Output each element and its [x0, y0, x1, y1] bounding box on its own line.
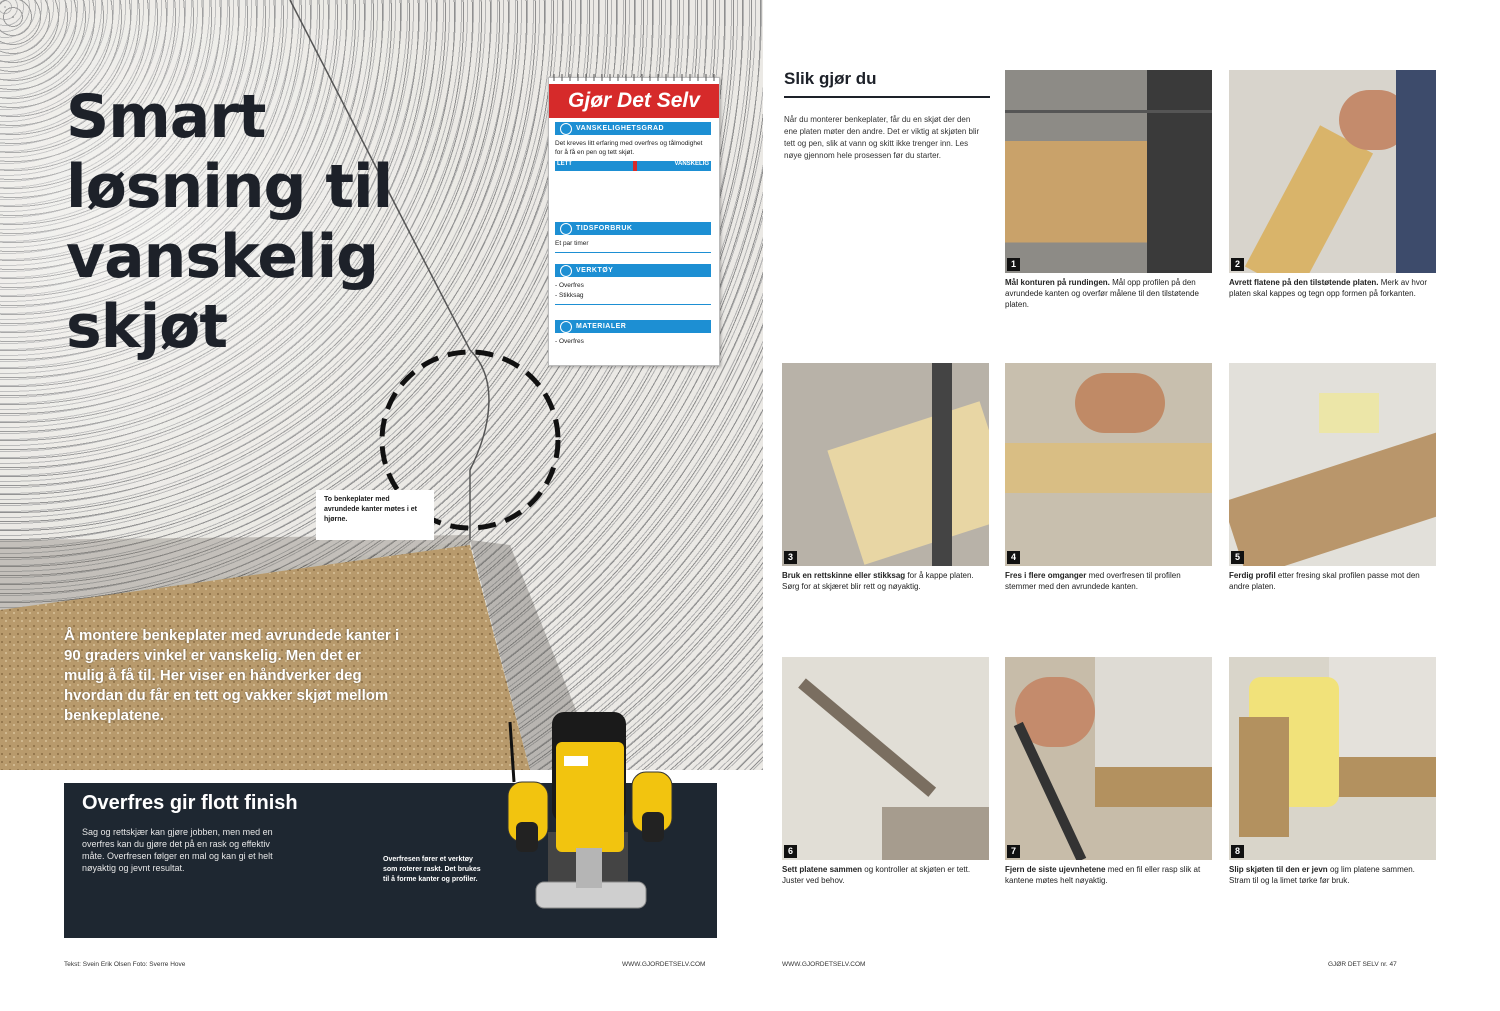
step-number: 2	[1231, 258, 1244, 271]
divider	[784, 96, 990, 98]
gauge-icon	[560, 123, 572, 135]
photo-callout: To benkeplater med avrundede kanter møtes i et hjørne.	[316, 490, 434, 540]
step-photo	[1005, 70, 1212, 273]
footer-url: WWW.GJORDETSELV.COM	[782, 961, 866, 968]
step-caption: Mål konturen på rundingen. Mål opp profilen på den avrundede kanten og overfør målene til den tilstøtende platen.	[1005, 278, 1199, 309]
title-line: Smart	[66, 82, 266, 152]
spiral-binding	[548, 72, 718, 82]
step-caption: Bruk en rettskinne eller stikksag for å kappe platen. Sørg for at skjæret blir rett og nøyaktig.	[782, 571, 974, 591]
time-section	[555, 222, 711, 253]
clock-icon	[560, 223, 572, 235]
intro-text: Å montere benkeplater med avrundede kanter i 90 graders vinkel er vanskelig. Men det er mulig å få til.	[64, 627, 400, 684]
step-caption: Ferdig profil etter fresing skal profilen passe mot den andre platen.	[1229, 571, 1420, 591]
step-number: 4	[1007, 551, 1020, 564]
howto-text: Når du monterer benkeplater, får du en skjøt der den ene platen møter den andre. Det er viktig at skjøten blir tett og pen, slik at vann og skitt ikke trenger inn. Les nøye gjennom hele prosessen før du starter.	[784, 115, 980, 160]
step-number: 1	[1007, 258, 1020, 271]
step-caption: Sett platene sammen og kontroller at skjøten er tett. Juster ved behov.	[782, 865, 971, 885]
scale-left-label: LETT	[555, 161, 633, 171]
step-photo	[1229, 657, 1436, 860]
difficulty-scale	[555, 161, 711, 171]
step-caption: Slip skjøten til den er jevn og lim platene sammen. Stram til og la limet tørke før bruk.	[1229, 865, 1415, 885]
tool-icon	[560, 265, 572, 277]
intro-highlight: Her viser en håndverker deg hvordan du får en tett og vakker skjøt mellom benkeplatene.	[64, 667, 389, 724]
step-number: 6	[784, 845, 797, 858]
step-number: 3	[784, 551, 797, 564]
step-photo	[782, 657, 989, 860]
step-photo	[1005, 657, 1212, 860]
section-label: VANSKELIGHETSGRAD	[576, 125, 665, 132]
footer-page: GJØR DET SELV nr. 47	[1328, 961, 1397, 968]
step-caption: Fjern de siste ujevnhetene med en fil eller rasp slik at kantene møtes helt nøyaktig.	[1005, 865, 1201, 885]
materials-section	[555, 320, 711, 346]
step-number: 8	[1231, 845, 1244, 858]
section-label: TIDSFORBRUK	[576, 225, 633, 232]
list-item: - Overfres	[555, 338, 584, 345]
step-photo	[1229, 70, 1436, 273]
tools-section	[555, 264, 711, 305]
box-icon	[560, 321, 572, 333]
scale-right-label: VANSKELIG	[637, 161, 711, 171]
howto-title: Slik gjør du	[784, 69, 877, 88]
article-title	[66, 82, 396, 362]
diy-info-box	[548, 77, 720, 366]
section-text: Det kreves litt erfaring med overfres og tålmodighet for å få en pen og tett skjøt.	[555, 140, 703, 156]
section-label: MATERIALER	[576, 323, 627, 330]
footer-credit: Tekst: Svein Erik Olsen Foto: Sverre Hove	[64, 961, 186, 968]
step-caption: Fres i flere omganger med overfresen til profilen stemmer med den avrundede kanten.	[1005, 571, 1181, 591]
title-line: løsning til	[66, 152, 393, 222]
article-intro	[64, 626, 404, 726]
title-line: skjøt	[66, 292, 228, 362]
list-item: - Overfres	[555, 282, 584, 289]
router-caption: Overfresen fører et verktøy som roterer raskt. Det brukes til å forme kanter og profiler.	[383, 856, 481, 883]
step-photo	[782, 363, 989, 566]
router-box-text: Sag og rettskjær kan gjøre jobben, men med en overfres kan du gjøre det på en rask og effektiv måte. Overfresen følger en mal og kan gi et helt nøyaktig og jevnt resultat.	[82, 827, 273, 873]
diy-header: Gjør Det Selv	[549, 84, 719, 118]
section-text: Et par timer	[555, 240, 589, 247]
step-caption: Avrett flatene på den tilstøtende platen. Merk av hvor platen skal kappes og tegn opp formen på forkanten.	[1229, 278, 1427, 298]
footer-url: WWW.GJORDETSELV.COM	[622, 961, 706, 968]
step-number: 7	[1007, 845, 1020, 858]
section-label: VERKTØY	[576, 267, 614, 274]
step-photo	[1229, 363, 1436, 566]
step-photo	[1005, 363, 1212, 566]
list-item: - Stikksag	[555, 292, 584, 299]
difficulty-section	[555, 122, 711, 171]
step-number: 5	[1231, 551, 1244, 564]
title-line: vanskelig	[66, 222, 379, 292]
router-tool-image	[488, 712, 688, 922]
router-box-title: Overfres gir flott finish	[82, 792, 298, 814]
